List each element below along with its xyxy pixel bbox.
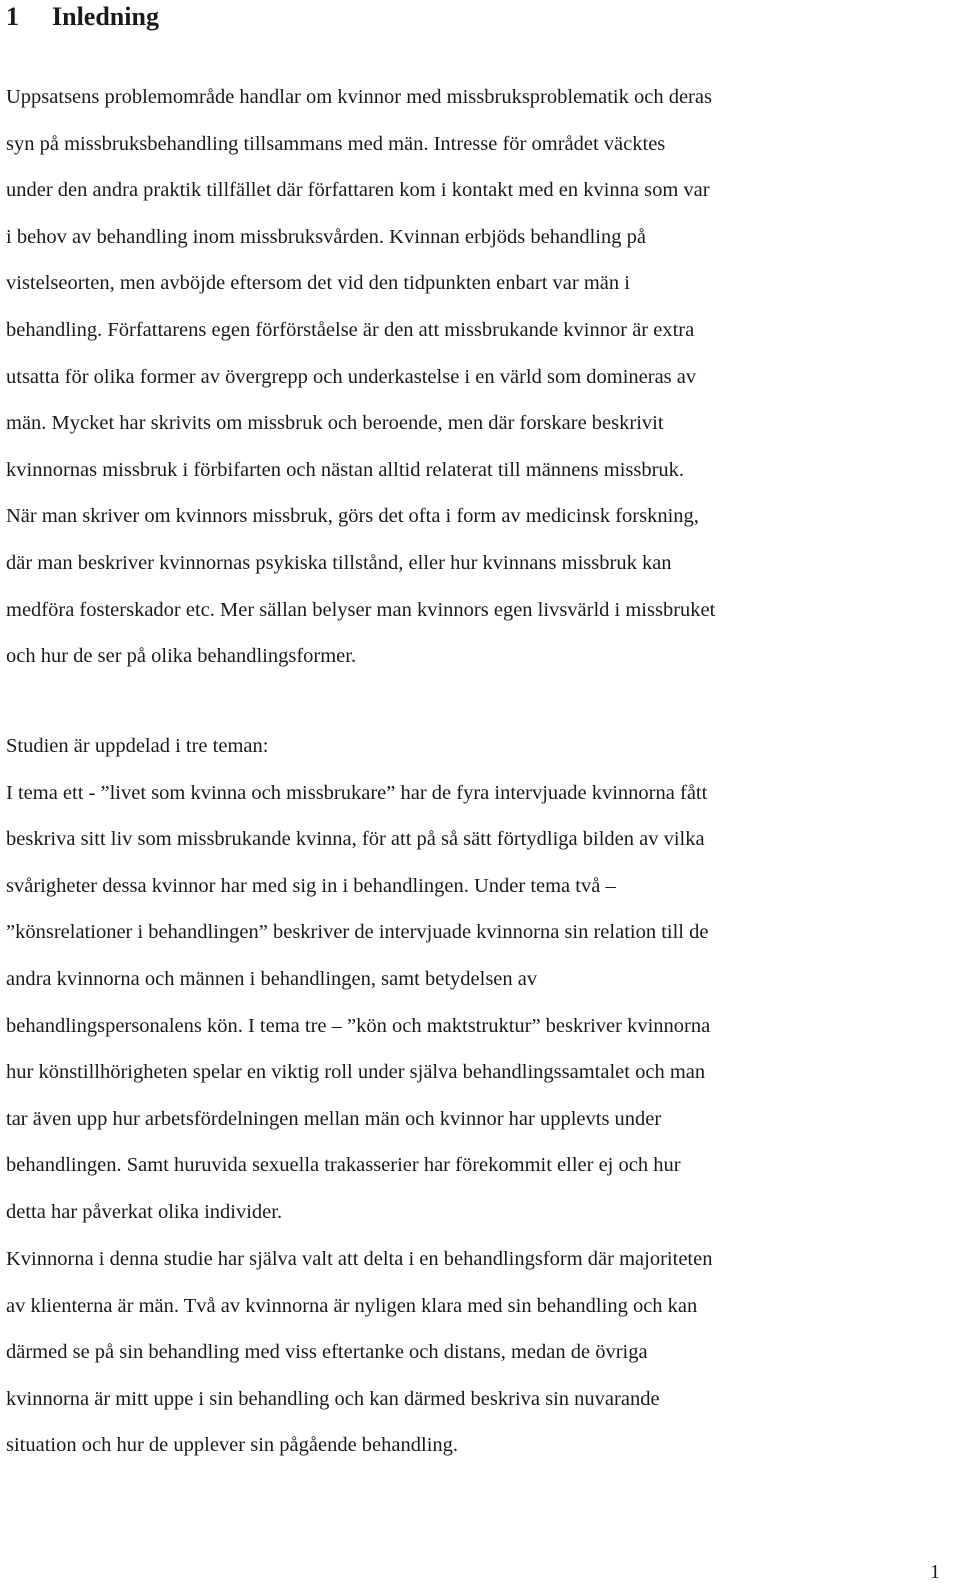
paragraph-introduction xyxy=(6,74,715,680)
text-line: i behov av behandling inom missbruksvården. Kvinnan erbjöds behandling på xyxy=(6,225,646,248)
text-line: män. Mycket har skrivits om missbruk och beroende, men där forskare beskrivit xyxy=(6,412,664,435)
text-line: och hur de ser på olika behandlingsformer. xyxy=(6,645,357,668)
text-line: vistelseorten, men avböjde eftersom det vid den tidpunkten enbart var män i xyxy=(6,272,630,295)
text-line: beskriva sitt liv som missbrukande kvinna, för att på så sätt förtydliga bilden av vilka xyxy=(6,828,705,851)
text-line: hur könstillhörigheten spelar en viktig roll under själva behandlingssamtalet och man xyxy=(6,1061,706,1084)
section-title: Inledning xyxy=(52,2,159,31)
text-line: av klienterna är män. Två av kvinnorna är nyligen klara med sin behandling och kan xyxy=(6,1294,698,1317)
text-line: syn på missbruksbehandling tillsammans med män. Intresse för området väcktes xyxy=(6,132,666,155)
text-line: där man beskriver kvinnornas psykiska tillstånd, eller hur kvinnans missbruk kan xyxy=(6,551,672,574)
text-line: under den andra praktik tillfället där författaren kom i kontakt med en kvinna som var xyxy=(6,179,710,202)
text-line: I tema ett - ”livet som kvinna och missbrukare” har de fyra intervjuade kvinnorna fått xyxy=(6,781,708,804)
text-line: detta har påverkat olika individer. xyxy=(6,1200,283,1223)
text-line: situation och hur de upplever sin pågående behandling. xyxy=(6,1434,459,1457)
text-line: ”könsrelationer i behandlingen” beskriver de intervjuade kvinnorna sin relation till de xyxy=(6,921,709,944)
text-line: kvinnorna är mitt uppe i sin behandling och kan därmed beskriva sin nuvarande xyxy=(6,1387,660,1410)
text-line: utsatta för olika former av övergrepp och underkastelse i en värld som domineras av xyxy=(6,365,697,388)
text-line: svårigheter dessa kvinnor har med sig in i behandlingen. Under tema två – xyxy=(6,874,616,897)
text-line: Uppsatsens problemområde handlar om kvinnor med missbruksproblematik och deras xyxy=(6,86,712,108)
paragraph-participants xyxy=(6,1236,712,1469)
text-line: medföra fosterskador etc. Mer sällan belyser man kvinnors egen livsvärld i missbruket xyxy=(6,598,716,621)
text-line: Kvinnorna i denna studie har själva valt att delta i en behandlingsform där majoriteten xyxy=(6,1248,713,1270)
text-line: därmed se på sin behandling med viss eftertanke och distans, medan de övriga xyxy=(6,1341,648,1364)
text-line: tar även upp hur arbetsfördelningen mellan män och kvinnor har upplevts under xyxy=(6,1107,662,1130)
text-line: behandlingspersonalens kön. I tema tre – ”kön och maktstruktur” beskriver kvinnorna xyxy=(6,1014,711,1037)
text-line: kvinnornas missbruk i förbifarten och nästan alltid relaterat till männens missbruk. xyxy=(6,458,685,481)
paragraph-themes xyxy=(6,723,710,1236)
text-line: När man skriver om kvinnors missbruk, görs det ofta i form av medicinsk forskning, xyxy=(6,505,699,528)
text-line: Studien är uppdelad i tre teman: xyxy=(6,735,269,757)
text-line: behandling. Författarens egen förförståelse är den att missbrukande kvinnor är extra xyxy=(6,318,695,341)
section-number: 1 xyxy=(6,2,19,31)
text-line: andra kvinnorna och männen i behandlingen, samt betydelsen av xyxy=(6,967,538,990)
page-number: 1 xyxy=(930,1561,940,1583)
section-heading xyxy=(6,0,946,34)
text-line: behandlingen. Samt huruvida sexuella trakasserier har förekommit eller ej och hur xyxy=(6,1154,681,1177)
